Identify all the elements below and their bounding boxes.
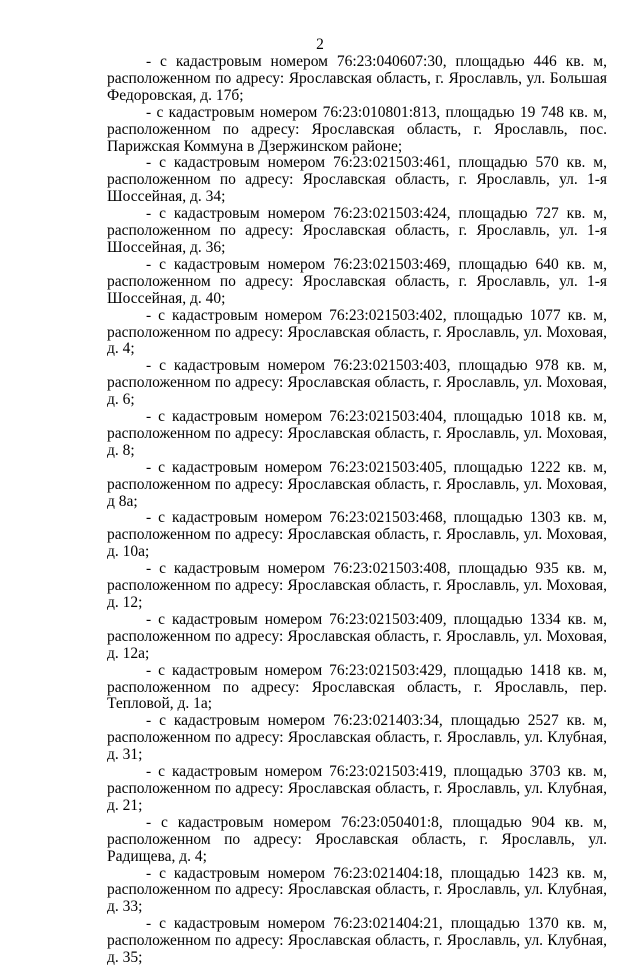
parcel-item: - с кадастровым номером 76:23:021403:34, площадью 2527 кв. м, расположенном по адресу: Ярославская область, г. Ярославль, ул. Клубная, д. 31;: [107, 712, 607, 764]
parcel-item: - с кадастровым номером 76:23:021503:419, площадью 3703 кв. м, расположенном по адресу: Ярославская область, г. Ярославль, ул. Клубная, д. 21;: [107, 763, 607, 814]
parcel-item: - с кадастровым номером 76:23:021503:402, площадью 1077 кв. м, расположенном по адресу: Ярославская область, г. Ярославль, ул. Моховая, д. 4;: [107, 306, 607, 358]
parcel-item: - с кадастровым номером 76:23:021503:405, площадью 1222 кв. м, расположенном по адресу: Ярославская область, г. Ярославль, ул. Моховая, д 8а;: [107, 458, 607, 510]
parcel-item: - с кадастровым номером 76:23:021503:409, площадью 1334 кв. м, расположенном по адресу: Ярославская область, г. Ярославль, ул. Моховая, д. 12а;: [107, 610, 607, 662]
parcel-item: - с кадастровым номером 76:23:021503:461, площадью 570 кв. м, расположенном по адресу: Ярославская область, г. Ярославль, ул. 1-я Шоссейная, д. 34;: [107, 154, 607, 206]
parcel-item: - с кадастровым номером 76:23:021503:469, площадью 640 кв. м, расположенном по адресу: Ярославская область, г. Ярославль, ул. 1-я Шоссейная, д. 40;: [107, 255, 607, 307]
parcel-item: - с кадастровым номером 76:23:021503:424, площадью 727 кв. м, расположенном по адресу: Ярославская область, г. Ярославль, ул. 1-я Шоссейная, д. 36;: [107, 205, 607, 256]
parcel-item: - с кадастровым номером 76:23:021404:18, площадью 1423 кв. м, расположенном по адресу: Ярославская область, г. Ярославль, ул. Клубная, д. 33;: [107, 864, 607, 916]
page-number: 2: [316, 36, 324, 53]
parcel-item: - с кадастровым номером 76:23:021503:404, площадью 1018 кв. м, расположенном по адресу: Ярославская область, г. Ярославль, ул. Моховая, д. 8;: [107, 408, 607, 459]
parcel-item: - с кадастровым номером 76:23:021503:429, площадью 1418 кв. м, расположенном по адресу: Ярославская область, г. Ярославль, пер. Тепловой, д. 1а;: [107, 661, 607, 713]
parcel-item: - с кадастровым номером 76:23:021503:408, площадью 935 кв. м, расположенном по адресу: Ярославская область, г. Ярославль, ул. Моховая, д. 12;: [107, 560, 607, 611]
parcel-item: - с кадастровым номером 76:23:040607:30, площадью 446 кв. м, расположенном по адресу: Ярославская область, г. Ярославль, ул. Большая Федоровская, д. 17б;: [107, 53, 607, 104]
parcel-item: - с кадастровым номером 76:23:021503:468, площадью 1303 кв. м, расположенном по адресу: Ярославская область, г. Ярославль, ул. Моховая, д. 10а;: [107, 509, 607, 561]
parcel-item: - с кадастровым номером 76:23:021404:21, площадью 1370 кв. м, расположенном по адресу: Ярославская область, г. Ярославль, ул. Клубная, д. 35;: [107, 915, 607, 967]
parcel-list: [107, 54, 607, 967]
parcel-item: - с кадастровым номером 76:23:050401:8, площадью 904 кв. м, расположенном по адресу: Ярославская область, г. Ярославль, ул. Радищева, д. 4;: [107, 813, 607, 865]
parcel-item: - с кадастровым номером 76:23:021503:403, площадью 978 кв. м, расположенном по адресу: Ярославская область, г. Ярославль, ул. Моховая, д. 6;: [107, 357, 607, 409]
parcel-item: - с кадастровым номером 76:23:010801:813, площадью 19 748 кв. м, расположенном по адресу: Ярославская область, г. Ярославль, пос. Парижская Коммуна в Дзержинском районе;: [107, 103, 607, 155]
